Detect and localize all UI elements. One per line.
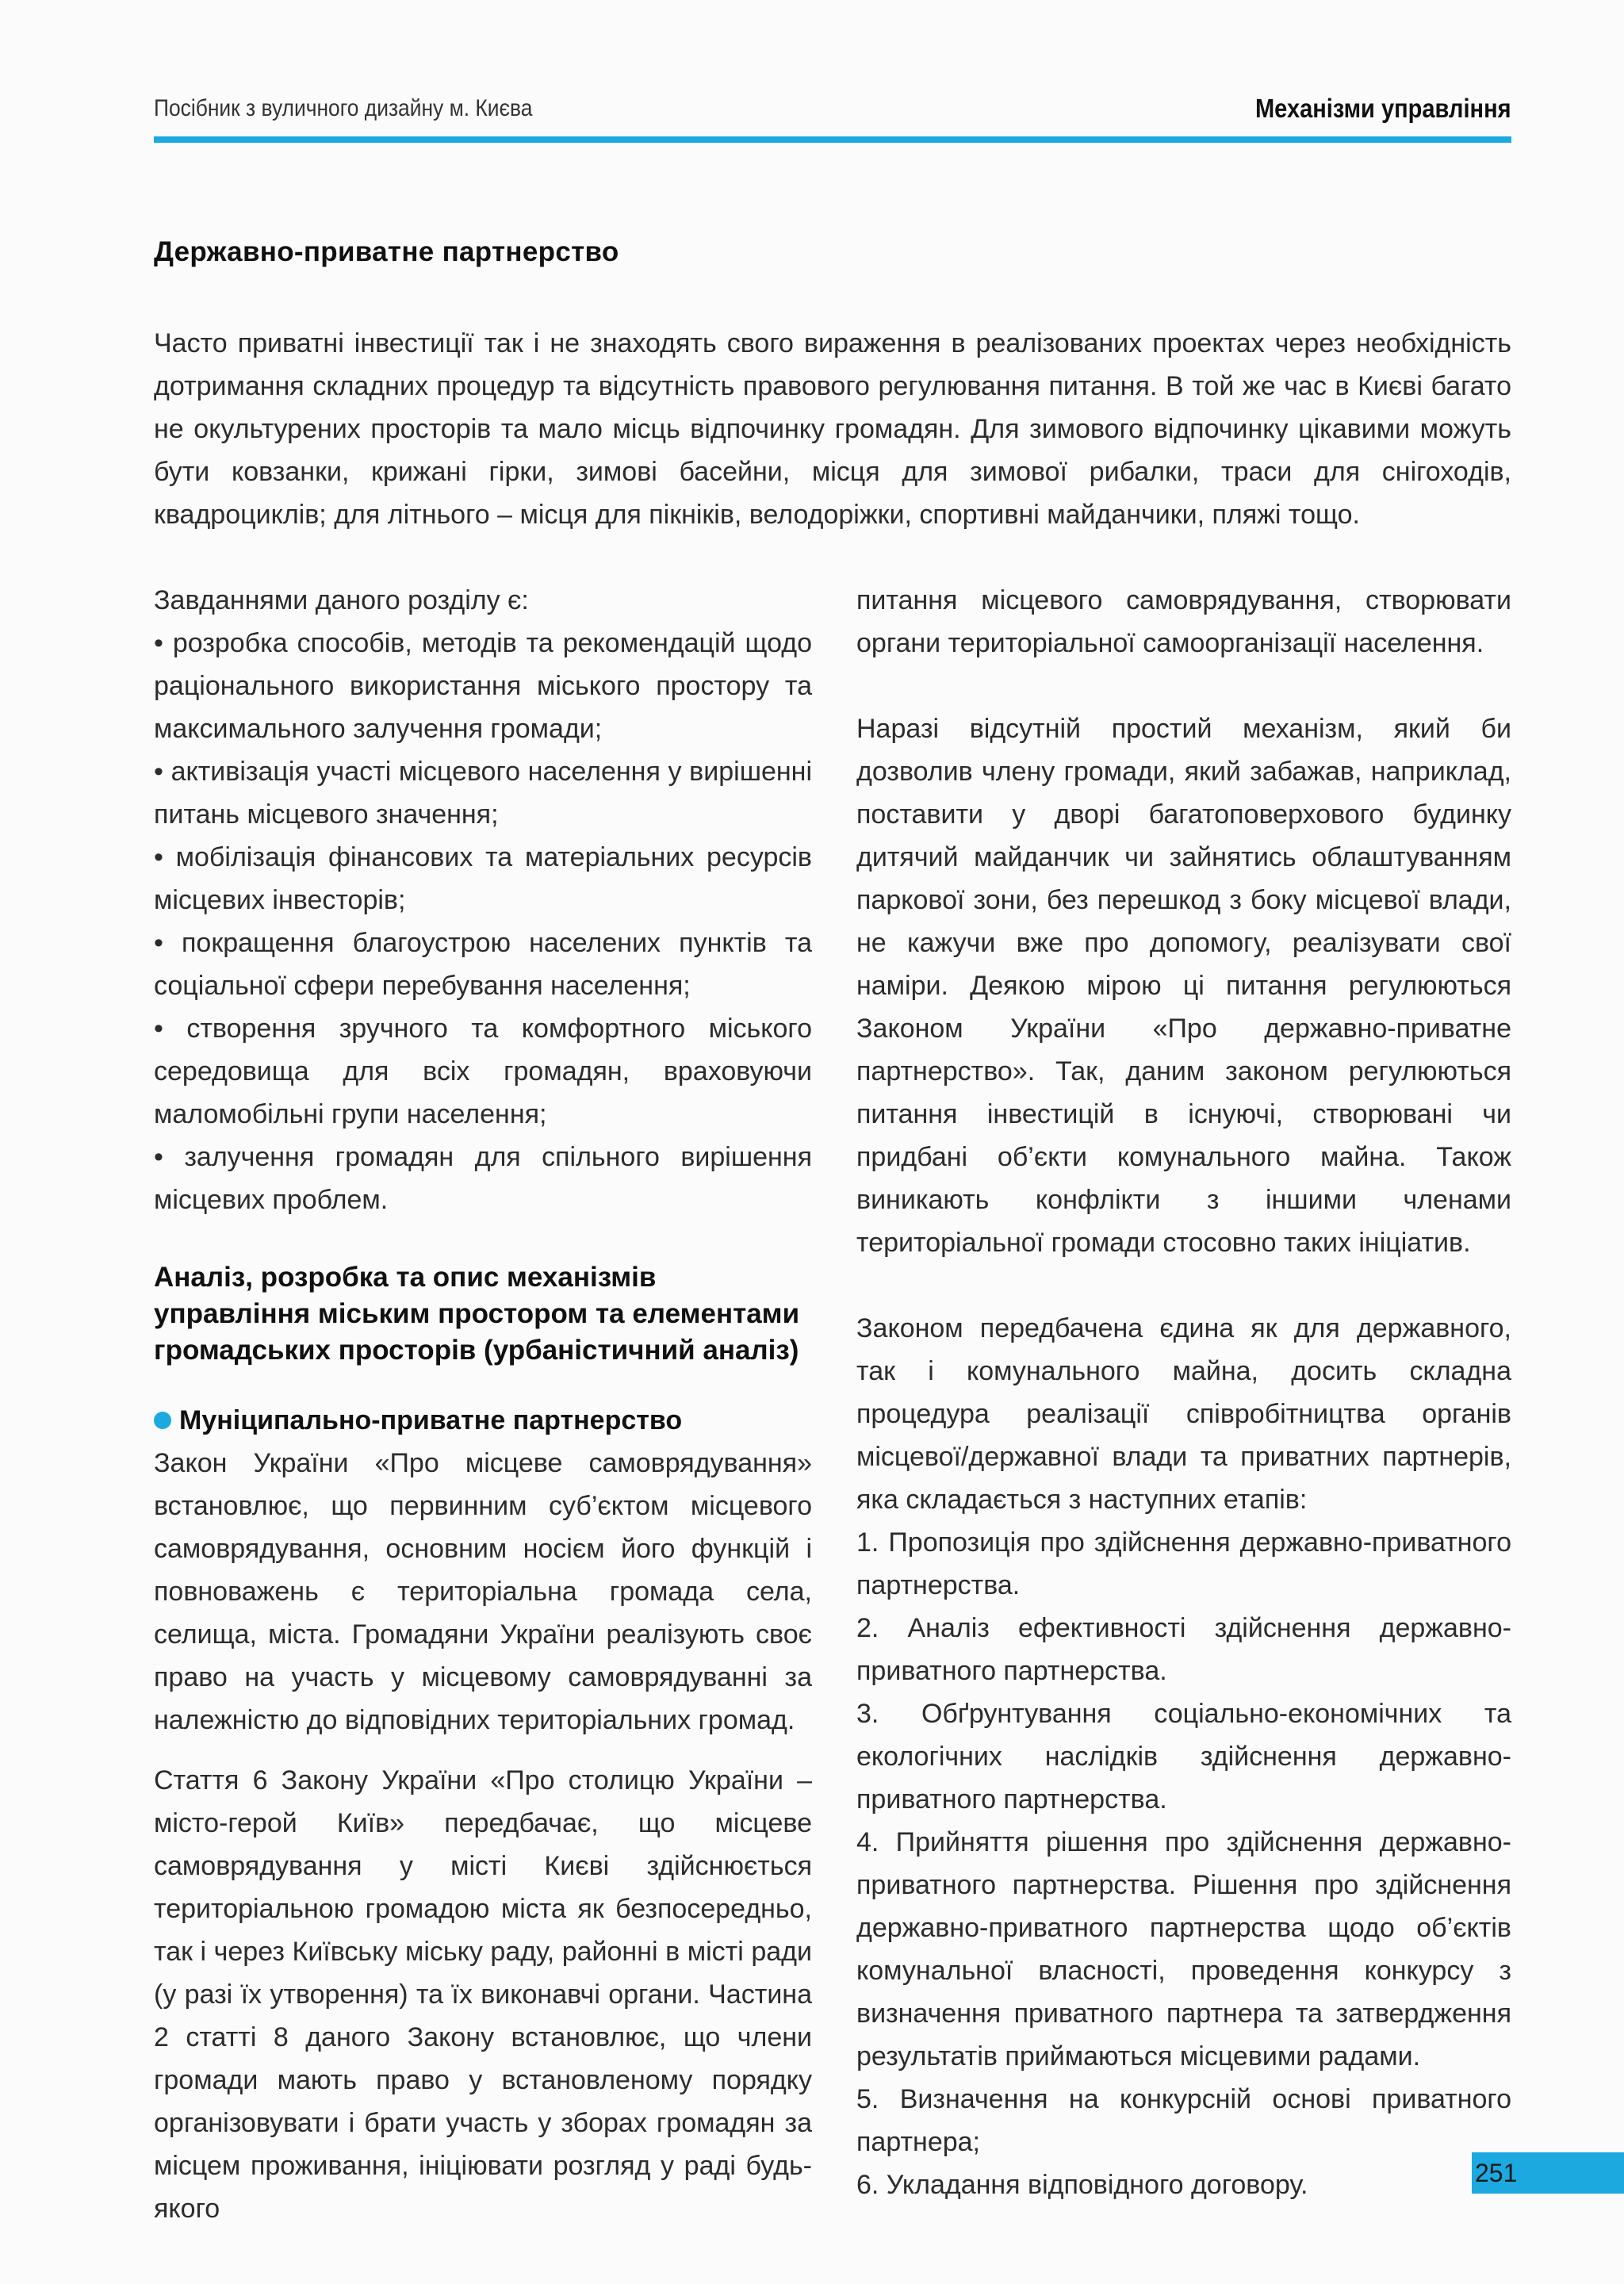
header-rule <box>154 136 1511 143</box>
task-item: • активізація участі місцевого населення у вирішенні питань місцевого значення; <box>154 757 812 830</box>
task-item: • створення зручного та комфортного міського середовища для всіх громадян, враховуючи маломобільні групи населення; <box>154 1014 812 1129</box>
municipal-heading <box>154 1399 812 1442</box>
procedure-step: 6. Укладання відповідного договору. <box>856 2170 1308 2200</box>
page-number: 251 <box>1475 2159 1518 2187</box>
right-column <box>856 579 1511 2206</box>
municipal-heading-text: Муніципально-приватне партнерство <box>179 1405 683 1435</box>
municipal-paragraph: Закон України «Про місцеве самоврядування» встановлює, що первинним суб’єктом місцевого самоврядування, основним носієм його функцій і повноважень є територіальна громада села, селища, міста. Громадяни України реалізують своє право на участь у місцевому самоврядуванні за належністю до відповідних територіальних громад. <box>154 1448 812 1735</box>
task-item: • розробка способів, методів та рекомендацій щодо раціонального використання міського простору та максимального залучення громади; <box>154 628 812 744</box>
procedure-step: 5. Визначення на конкурсній основі приватного партнера; <box>856 2084 1511 2157</box>
intro-text: Часто приватні інвестиції так і не знаходять свого вираження в реалізованих проектах через необхідність дотримання складних процедур та відсутність правового регулювання питання. В той же час в Києві багато не окультурених просторів та мало місць відпочинку громадян. Для зимового відпочинку цікавими можуть бути ковзанки, крижані гірки, зимові басейни, місця для зимової рибалки, траси для снігоходів, квадроциклів; для літнього – місця для пікніків, велодоріжки, спортивні майданчики, пляжі тощо. <box>154 328 1511 530</box>
left-column <box>154 579 812 2230</box>
section-title: Державно-приватне партнерство <box>154 236 619 267</box>
task-item: • мобілізація фінансових та матеріальних ресурсів місцевих інвесторів; <box>154 842 812 915</box>
analysis-heading: Аналіз, розробка та опис механізмів управління міським простором та елементами громадських просторів (урбаністичний аналіз) <box>154 1262 800 1366</box>
mechanism-paragraph: Наразі відсутній простий механізм, який би дозволив члену громади, який забажав, наприклад, поставити у дворі багатоповерхового будинку дитячий майданчик чи зайнятись облаштуванням паркової зони, без перешкод з боку місцевої влади, не кажучи вже про допомогу, реалізувати свої наміри. Деякою мірою ці питання регулюються Законом України «Про державно-приватне партнерство». Так, даним законом регулюються питання інвестицій в існуючі, створювані чи придбані об’єкти комунального майна. Також виникають конфлікти з іншими членами територіальної громади стосовно таких ініціатив. <box>856 714 1511 1258</box>
bullet-dot-icon <box>154 1412 171 1429</box>
procedure-step: 1. Пропозиція про здійснення державно-приватного партнерства. <box>856 1527 1511 1600</box>
procedure-step: 4. Прийняття рішення про здійснення державно-приватного партнерства. Рішення про здійснення державно-приватного партнерства щодо об’єктів комунальної власності, проведення конкурсу з визначення приватного партнера та затвердження результатів приймаються місцевими радами. <box>856 1827 1511 2071</box>
intro-paragraph <box>154 322 1511 536</box>
municipal-paragraph: Стаття 6 Закону України «Про столицю України – місто-герой Київ» передбачає, що місцеве самоврядування у місті Києві здійснюється територіальною громадою міста як безпосередньо, так і через Київську міську раду, районні в місті ради (у разі їх утворення) та їх виконавчі органи. Частина 2 статті 8 даного Закону встановлює, що члени громади мають право у встановленому порядку організовувати і брати участь у зборах громадян за місцем проживання, ініціювати розгляд у раді будь-якого <box>154 1765 812 2224</box>
procedure-step: 2. Аналіз ефективності здійснення державно-приватного партнерства. <box>856 1613 1511 1686</box>
continued-paragraph: питання місцевого самоврядування, створювати органи територіальної самоорганізації населення. <box>856 585 1511 658</box>
tasks-intro: Завданнями даного розділу є: <box>154 585 529 615</box>
chapter-title: Механізми управління <box>1255 94 1511 123</box>
procedure-paragraph: Законом передбачена єдина як для державного, так і комунального майна, досить складна процедура реалізації співробітництва органів місцевої/державної влади та приватних партнерів, яка складається з наступних етапів: <box>856 1313 1511 1515</box>
running-header <box>154 92 1511 125</box>
task-item: • залучення громадян для спільного вирішення місцевих проблем. <box>154 1142 812 1215</box>
procedure-step: 3. Обґрунтування соціально-економічних та екологічних наслідків здійснення державно-приватного партнерства. <box>856 1699 1511 1815</box>
task-item: • покращення благоустрою населених пунктів та соціальної сфери перебування населення; <box>154 928 812 1001</box>
book-title: Посібник з вуличного дизайну м. Києва <box>154 95 533 121</box>
